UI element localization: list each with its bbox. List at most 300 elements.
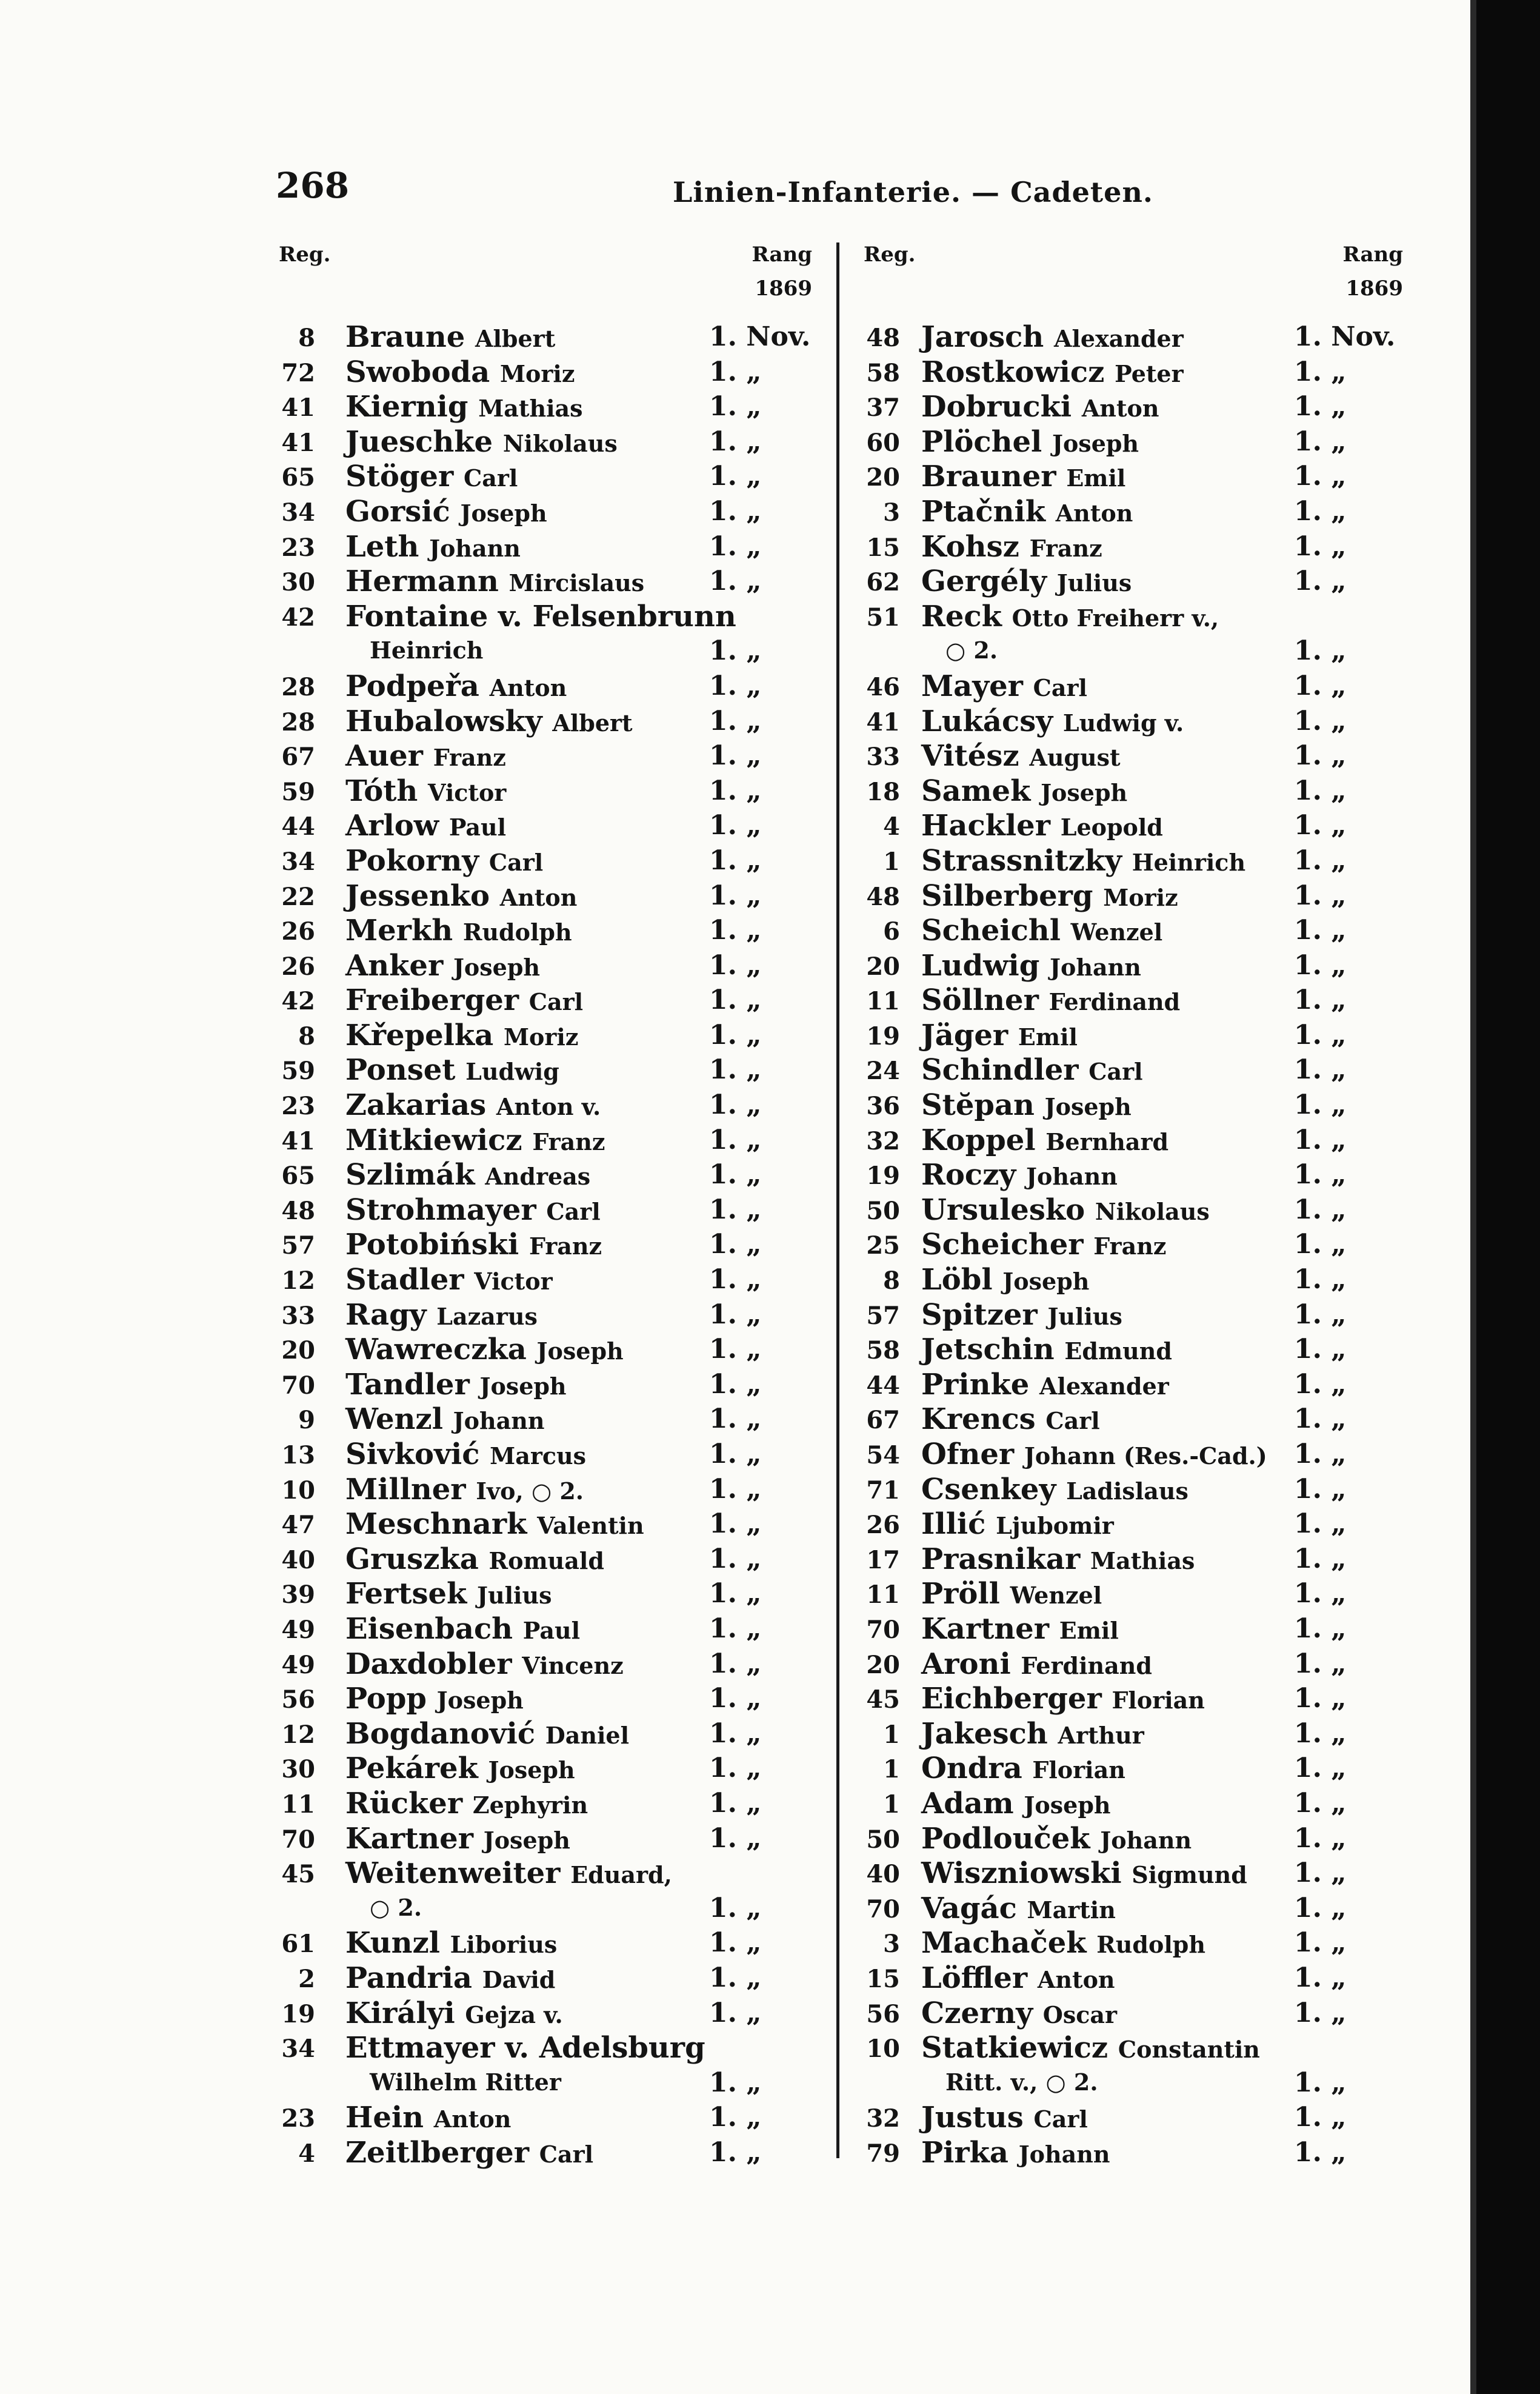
rank-date: 1. „	[709, 2102, 762, 2133]
left-column-header	[261, 242, 812, 320]
given-name: Daniel	[545, 1721, 630, 1749]
regiment-number: 28	[281, 707, 315, 737]
reg-header: Reg.	[279, 242, 331, 267]
list-item	[845, 2136, 1403, 2171]
surname: Kohsz	[921, 529, 1019, 564]
list-item	[845, 1263, 1403, 1298]
list-item	[845, 879, 1403, 914]
rank-date: 1. „	[1294, 1159, 1347, 1191]
given-name: Marcus	[490, 1442, 587, 1470]
surname: Mayer	[921, 669, 1023, 703]
name-continuation: Ritt. v., ○ 2.	[945, 2068, 1098, 2096]
cadet-name	[921, 704, 1184, 738]
regiment-number: 45	[281, 1860, 315, 1889]
regiment-number: 24	[866, 1057, 900, 1086]
given-name: Julius	[1056, 569, 1132, 597]
rank-date: 1. „	[1294, 1264, 1347, 1296]
given-name: Joseph	[460, 499, 547, 527]
cadet-name	[921, 1053, 1143, 1087]
surname: Lukácsy	[921, 704, 1053, 738]
regiment-number: 41	[281, 393, 315, 423]
rank-date: 1. „	[1294, 1997, 1347, 2028]
surname: Křepelka	[345, 1018, 494, 1052]
rank-date: 1. „	[709, 1299, 762, 1330]
cadet-name	[921, 1018, 1078, 1052]
rank-date: 1. „	[1294, 1124, 1347, 1155]
cadet-name	[921, 320, 1184, 354]
list-item	[845, 774, 1403, 809]
regiment-number: 45	[866, 1685, 900, 1714]
surname: Brauner	[921, 460, 1056, 494]
given-name: Arthur	[1058, 1721, 1144, 1749]
list-item	[261, 1332, 812, 1368]
regiment-number: 51	[866, 603, 900, 632]
cadet-name	[921, 460, 1125, 493]
rank-date: 1. „	[709, 1683, 762, 1714]
surname: Millner	[345, 1472, 466, 1506]
surname: Ludwig	[921, 948, 1040, 983]
regiment-number: 33	[866, 743, 900, 772]
cadet-name	[345, 2136, 593, 2170]
given-name: Eduard,	[570, 1861, 672, 1889]
given-name: Heinrich	[1132, 848, 1246, 876]
list-item	[261, 1891, 812, 1927]
list-item	[845, 1822, 1403, 1857]
regiment-number: 15	[866, 1964, 900, 1993]
list-item	[261, 704, 812, 740]
surname: Ragy	[345, 1297, 427, 1332]
regiment-number: 22	[281, 882, 315, 911]
surname: Koppel	[921, 1123, 1036, 1157]
given-name: Emil	[1018, 1023, 1078, 1051]
list-item	[261, 564, 812, 600]
surname: Jessenko	[345, 878, 490, 913]
rank-date: 1. „	[709, 1997, 762, 2028]
list-item	[261, 530, 812, 565]
surname: Szlimák	[345, 1158, 475, 1192]
surname: Prasnikar	[921, 1542, 1081, 1576]
given-name: Anton	[1081, 395, 1159, 423]
cadet-name	[921, 1822, 1192, 1856]
regiment-number: 71	[866, 1476, 900, 1505]
rank-date: 1. „	[709, 1019, 762, 1051]
list-item	[261, 1193, 812, 1228]
rank-date: 1. „	[1294, 530, 1347, 562]
rank-date: 1. „	[1294, 1927, 1347, 1959]
surname: Ursulesko	[921, 1192, 1085, 1227]
list-item	[261, 1612, 812, 1647]
regiment-number: 57	[866, 1301, 900, 1330]
rank-date: 1. „	[709, 1194, 762, 1225]
rank-date: 1. „	[709, 2067, 762, 2098]
surname: Kiernig	[345, 390, 468, 424]
cadet-name	[921, 1402, 1100, 1436]
list-item	[845, 1751, 1403, 1787]
regiment-number: 56	[281, 1685, 315, 1714]
cadet-name	[921, 739, 1121, 773]
cadet-name	[921, 1717, 1144, 1751]
list-item	[845, 949, 1403, 984]
surname: Scheichl	[921, 914, 1061, 948]
given-name: Paul	[448, 814, 507, 841]
rank-date: 1. „	[1294, 461, 1347, 492]
given-name: Gejza v.	[465, 2001, 563, 2028]
rank-date: 1. „	[1294, 1753, 1347, 1784]
given-name: Rudolph	[462, 918, 572, 946]
surname: Pekárek	[345, 1751, 478, 1786]
given-name: Julius	[1047, 1302, 1122, 1330]
list-item	[845, 634, 1403, 669]
list-item	[845, 355, 1403, 390]
cadet-name	[345, 1577, 552, 1611]
list-item	[261, 669, 812, 704]
given-name: Liborius	[450, 1931, 558, 1959]
given-name: Joseph	[488, 1756, 575, 1784]
regiment-number: 4	[883, 812, 900, 841]
rank-date: 1. „	[1294, 1648, 1347, 1679]
given-name: David	[482, 1965, 556, 1993]
regiment-number: 70	[281, 1371, 315, 1400]
regiment-number: 11	[281, 1790, 315, 1819]
surname: Bogdanović	[345, 1716, 536, 1751]
cadet-name	[345, 1193, 601, 1227]
list-item	[845, 2101, 1403, 2136]
list-item	[261, 949, 812, 984]
surname: Strassnitzky	[921, 843, 1122, 878]
cadet-name	[345, 495, 547, 529]
regiment-number: 58	[866, 358, 900, 387]
list-item	[845, 669, 1403, 704]
cadet-name	[345, 2031, 705, 2065]
cadet-name	[345, 1612, 580, 1646]
list-item	[261, 1822, 812, 1857]
list-item	[845, 425, 1403, 460]
rank-date: 1. „	[709, 1334, 762, 1365]
list-item	[845, 1612, 1403, 1647]
regiment-number: 40	[281, 1545, 315, 1574]
cadet-name	[345, 879, 577, 913]
cadet-name	[345, 390, 583, 424]
cadet-name	[345, 355, 575, 389]
surname: Tandler	[345, 1367, 470, 1402]
list-item	[261, 914, 812, 949]
list-item	[845, 1018, 1403, 1054]
surname: Strohmayer	[345, 1192, 536, 1227]
given-name: Carl	[1033, 674, 1087, 701]
cadet-name	[921, 1682, 1205, 1716]
list-item	[845, 1787, 1403, 1822]
year-header: 1869	[1345, 276, 1403, 301]
cadet-name	[345, 1368, 567, 1402]
cadet-name	[345, 1542, 604, 1576]
given-name: Joseph	[1052, 429, 1139, 457]
regiment-number: 19	[866, 1021, 900, 1051]
regiment-number: 1	[883, 1790, 900, 1819]
surname: Potobiński	[345, 1228, 519, 1262]
cadet-name	[921, 1507, 1114, 1541]
regiment-number: 30	[281, 568, 315, 597]
regiment-number: 3	[883, 1930, 900, 1959]
regiment-number: 33	[281, 1301, 315, 1330]
regiment-number: 18	[866, 777, 900, 806]
list-item	[845, 460, 1403, 495]
cadet-name	[345, 983, 583, 1017]
cadet-name	[921, 1996, 1117, 2030]
cadet-name	[921, 809, 1163, 843]
list-item	[845, 1158, 1403, 1193]
regiment-number: 9	[298, 1406, 315, 1435]
surname: Jäger	[921, 1018, 1008, 1052]
cadet-name	[345, 1298, 538, 1332]
surname: Czerny	[921, 1996, 1033, 2030]
regiment-number: 59	[281, 777, 315, 806]
surname: Fontaine v. Felsenbrunn	[345, 599, 736, 634]
surname: Justus	[921, 2101, 1024, 2135]
given-name: Joseph	[479, 1372, 567, 1400]
regiment-number: 4	[298, 2139, 315, 2168]
cadet-name	[921, 2136, 1110, 2170]
surname: Fertsek	[345, 1577, 467, 1611]
rank-date: 1. „	[1294, 844, 1347, 876]
list-item	[261, 2066, 812, 2101]
regiment-number: 72	[281, 358, 315, 387]
surname: Machaček	[921, 1926, 1087, 1961]
regiment-number: 23	[281, 2104, 315, 2133]
regiment-number: 37	[866, 393, 900, 423]
surname: Swoboda	[345, 355, 490, 389]
surname: Zeitlberger	[345, 2135, 529, 2170]
rank-date: 1. „	[1294, 495, 1347, 527]
surname: Popp	[345, 1682, 427, 1716]
list-item	[261, 600, 812, 635]
rank-date: 1. „	[1294, 1822, 1347, 1854]
cadet-name	[345, 1402, 544, 1436]
regiment-number: 8	[298, 1021, 315, 1051]
rank-date: 1. „	[709, 1962, 762, 1993]
given-name: August	[1029, 744, 1121, 772]
list-item	[261, 320, 812, 355]
given-name: Zephyrin	[472, 1791, 588, 1819]
list-item	[261, 1053, 812, 1088]
rank-date: 1. „	[709, 530, 762, 562]
given-name: Paul	[522, 1616, 581, 1644]
given-name: Florian	[1032, 1756, 1125, 1784]
rank-date: 1. „	[709, 1508, 762, 1540]
list-item	[845, 1577, 1403, 1612]
given-name: Joseph	[536, 1337, 624, 1365]
regiment-number: 8	[883, 1266, 900, 1296]
list-item	[261, 1298, 812, 1333]
cadet-name	[345, 1717, 629, 1751]
given-name: Johann	[1100, 1826, 1192, 1854]
surname: Kartner	[345, 1821, 474, 1856]
given-name: Florian	[1112, 1687, 1205, 1714]
cadet-name	[921, 879, 1178, 913]
regiment-number: 34	[281, 498, 315, 527]
regiment-number: 46	[866, 672, 900, 701]
rank-date: 1. „	[1294, 1473, 1347, 1505]
given-name: Ivo, ○ 2.	[476, 1477, 584, 1505]
list-item	[261, 2136, 812, 2171]
surname: Söllner	[921, 983, 1039, 1018]
regiment-number: 11	[866, 987, 900, 1016]
list-item	[261, 1263, 812, 1298]
surname: Hermann	[345, 564, 499, 599]
cadet-name	[345, 1437, 586, 1471]
list-item	[261, 1088, 812, 1123]
surname: Gruszka	[345, 1542, 479, 1576]
cadet-name	[921, 844, 1245, 878]
surname: Stadler	[345, 1263, 464, 1297]
list-item	[261, 1682, 812, 1717]
given-name: Johann	[429, 534, 521, 562]
cadet-name	[921, 1368, 1169, 1402]
rank-date: 1. „	[709, 1403, 762, 1435]
regiment-number: 30	[281, 1755, 315, 1784]
regiment-number: 70	[866, 1894, 900, 1924]
given-name: Albert	[475, 325, 556, 352]
regiment-number: 2	[298, 1964, 315, 1993]
list-item	[845, 1542, 1403, 1577]
surname: Eisenbach	[345, 1611, 513, 1646]
surname: Gorsić	[345, 494, 450, 529]
rank-date: 1. „	[709, 1543, 762, 1574]
surname: Ondra	[921, 1751, 1022, 1786]
surname: Jakesch	[921, 1716, 1048, 1751]
cadet-name	[345, 844, 543, 878]
given-name: Anton	[1055, 499, 1133, 527]
given-name: Franz	[1093, 1232, 1167, 1260]
surname: Rücker	[345, 1786, 463, 1821]
given-name: Anton	[433, 2105, 512, 2133]
given-name: Leopold	[1060, 814, 1163, 841]
given-name: Victor	[428, 778, 507, 806]
surname: Krencs	[921, 1402, 1036, 1437]
rank-date: 1. „	[1294, 1334, 1347, 1365]
right-column-header	[845, 242, 1403, 320]
surname: Mitkiewicz	[345, 1123, 522, 1157]
given-name: Ferdinand	[1021, 1651, 1152, 1679]
cadet-name	[345, 1822, 570, 1856]
given-name: Joseph	[1002, 1268, 1090, 1296]
rank-date: 1. „	[1294, 1787, 1347, 1819]
given-name: Carl	[463, 464, 518, 492]
given-name: Mathias	[478, 395, 583, 423]
rank-date: 1. „	[709, 1054, 762, 1086]
surname: Arlow	[345, 809, 439, 843]
rank-date: 1. „	[709, 461, 762, 492]
list-item	[845, 1332, 1403, 1368]
list-item	[845, 390, 1403, 425]
cadet-name	[345, 564, 644, 598]
list-item	[845, 1891, 1403, 1927]
surname: Podlouček	[921, 1821, 1090, 1856]
given-name: Peter	[1115, 359, 1184, 387]
cadet-name	[921, 1647, 1152, 1681]
rank-date: 1. „	[1294, 356, 1347, 387]
given-name: Carl	[488, 848, 544, 876]
rank-date: 1. „	[709, 1822, 762, 1854]
page-number: 268	[276, 165, 350, 206]
given-name: Mathias	[1090, 1546, 1195, 1574]
regiment-number: 34	[281, 847, 315, 876]
given-name: Vincenz	[522, 1651, 624, 1679]
cadet-name	[345, 1996, 563, 2030]
cadet-name	[345, 1158, 590, 1192]
cadet-name	[921, 1332, 1172, 1366]
given-name: Franz	[433, 744, 506, 772]
cadet-name	[921, 355, 1184, 389]
surname: Schindler	[921, 1053, 1079, 1088]
surname: Kunzl	[345, 1926, 440, 1961]
surname: Freiberger	[345, 983, 519, 1018]
cadet-name	[921, 1437, 1267, 1471]
rank-date: 1. „	[1294, 915, 1347, 946]
rank-date: 1. „	[709, 1368, 762, 1400]
given-name: Joseph	[1024, 1791, 1111, 1819]
list-item	[845, 564, 1403, 600]
surname: Stöger	[345, 460, 454, 494]
given-name: Joseph	[483, 1826, 570, 1854]
given-name: Lazarus	[436, 1302, 538, 1330]
surname: Auer	[345, 739, 423, 774]
surname: Weitenweiter	[345, 1856, 561, 1891]
rank-date: 1. „	[709, 1648, 762, 1679]
cadet-name	[921, 1891, 1116, 1925]
list-item	[261, 844, 812, 879]
cadet-name	[345, 739, 506, 773]
regiment-number: 50	[866, 1196, 900, 1225]
regiment-number: 54	[866, 1441, 900, 1470]
given-name: Joseph	[436, 1687, 524, 1714]
cadet-name	[345, 704, 633, 738]
given-name: Constantin	[1118, 2036, 1260, 2064]
given-name: Ludwig	[465, 1058, 559, 1086]
cadet-name	[345, 914, 572, 948]
regiment-number: 15	[866, 533, 900, 562]
rank-date: 1. „	[1294, 1403, 1347, 1435]
given-name: Martin	[1027, 1896, 1116, 1924]
name-continuation: Wilhelm Ritter	[370, 2068, 561, 2096]
rang-header: Rang	[752, 242, 812, 267]
regiment-number: 48	[866, 882, 900, 911]
surname: Hubalowsky	[345, 704, 542, 738]
list-item	[261, 1542, 812, 1577]
rank-date: 1. „	[709, 915, 762, 946]
list-item	[261, 774, 812, 809]
cadet-name	[921, 949, 1141, 983]
surname: Ettmayer v. Adelsburg	[345, 2031, 705, 2065]
given-name: Wenzel	[1010, 1582, 1102, 1610]
surname: Podpeřa	[345, 669, 479, 703]
cadet-name	[345, 1263, 553, 1297]
regiment-number: 1	[883, 847, 900, 876]
given-name: Anton	[499, 883, 578, 911]
list-item	[845, 530, 1403, 565]
column-divider	[836, 242, 839, 2158]
rank-date: 1. „	[1294, 1717, 1347, 1749]
surname: Adam	[921, 1786, 1014, 1821]
given-name: Bernhard	[1045, 1128, 1169, 1155]
regiment-number: 19	[281, 1999, 315, 2028]
regiment-number: 28	[281, 672, 315, 701]
surname: Királyi	[345, 1996, 455, 2030]
cadet-name	[921, 1577, 1102, 1611]
given-name: Joseph	[1044, 1093, 1132, 1121]
list-item	[261, 1507, 812, 1542]
regiment-number: 60	[866, 428, 900, 457]
rank-date: 1. „	[709, 1578, 762, 1610]
